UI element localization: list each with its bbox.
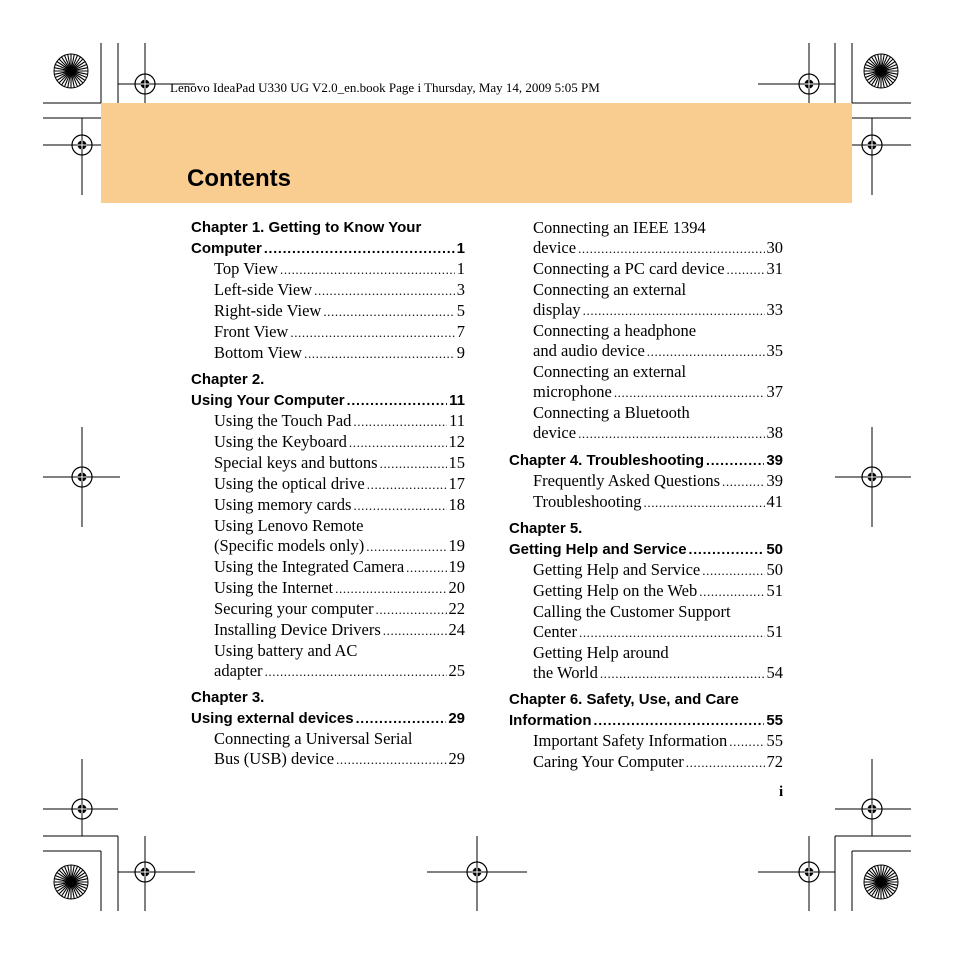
toc-entry[interactable]: Using the Internet ..... 20 [191,578,465,599]
toc-chapter-5[interactable]: Chapter 5. Getting Help and Service ..... 50 [509,519,783,560]
toc-entry[interactable]: Bottom View ..... 9 [191,343,465,364]
toc-entry[interactable]: Connecting a Bluetooth device ..... 38 [509,403,783,444]
toc-entry[interactable]: Using battery and AC adapter ..... 25 [191,641,465,682]
toc-entry[interactable]: Front View ..... 7 [191,322,465,343]
toc-entry[interactable]: Connecting an external display ..... 33 [509,280,783,321]
radial-target-icon [864,865,898,899]
toc-chapter-4[interactable]: Chapter 4. Troubleshooting ..... 39 [509,450,783,471]
toc-entry[interactable]: Top View ..... 1 [191,259,465,280]
toc-entry[interactable]: Connecting a Universal Serial Bus (USB) device ..... 29 [191,729,465,770]
toc-chapter-1[interactable]: Chapter 1. Getting to Know Your Computer ..... 1 [191,218,465,259]
toc-entry[interactable]: Important Safety Information ..... 55 [509,731,783,752]
radial-target-icon [54,54,88,88]
toc-entry[interactable]: Using the Integrated Camera ..... 19 [191,557,465,578]
toc-entry[interactable]: Securing your computer ..... 22 [191,599,465,620]
toc-entry[interactable]: Getting Help around the World ..... 54 [509,643,783,684]
toc-entry[interactable]: Connecting an external microphone ..... 37 [509,362,783,403]
toc-entry[interactable]: Using the Keyboard ..... 12 [191,432,465,453]
toc-entry[interactable]: Using the Touch Pad ..... 11 [191,411,465,432]
toc-entry[interactable]: Troubleshooting ..... 41 [509,492,783,513]
page-number: i [779,784,784,800]
toc-entry[interactable]: Getting Help and Service ..... 50 [509,560,783,581]
toc-entry[interactable]: Frequently Asked Questions ..... 39 [509,471,783,492]
toc-column-right [509,218,783,773]
toc-entry[interactable]: Using memory cards ..... 18 [191,495,465,516]
toc-entry[interactable]: Connecting an IEEE 1394 device ..... 30 [509,218,783,259]
toc-entry[interactable]: Caring Your Computer ..... 72 [509,752,783,773]
toc-entry[interactable]: Special keys and buttons ..... 15 [191,453,465,474]
toc-entry[interactable]: Using the optical drive ..... 17 [191,474,465,495]
toc-entry[interactable]: Right-side View ..... 5 [191,301,465,322]
toc-chapter-2[interactable]: Chapter 2. Using Your Computer ..... 11 [191,370,465,411]
toc-entry[interactable]: Connecting a headphone and audio device ..... 35 [509,321,783,362]
toc-entry[interactable]: Getting Help on the Web ..... 51 [509,581,783,602]
toc-entry[interactable]: Installing Device Drivers ..... 24 [191,620,465,641]
page-title: Contents [187,165,291,192]
toc-entry[interactable]: Calling the Customer Support Center ..... 51 [509,602,783,643]
toc-chapter-6[interactable]: Chapter 6. Safety, Use, and Care Information ..... 55 [509,690,783,731]
file-header: Lenovo IdeaPad U330 UG V2.0_en.book Page i Thursday, May 14, 2009 5:05 PM [170,80,600,95]
toc-entry[interactable]: Connecting a PC card device ..... 31 [509,259,783,280]
toc-entry[interactable]: Using Lenovo Remote (Specific models only) ..... 19 [191,516,465,557]
toc-chapter-3[interactable]: Chapter 3. Using external devices ..... 29 [191,688,465,729]
toc-column-left [191,218,465,770]
radial-target-icon [54,865,88,899]
toc-entry[interactable]: Left-side View ..... 3 [191,280,465,301]
radial-target-icon [864,54,898,88]
